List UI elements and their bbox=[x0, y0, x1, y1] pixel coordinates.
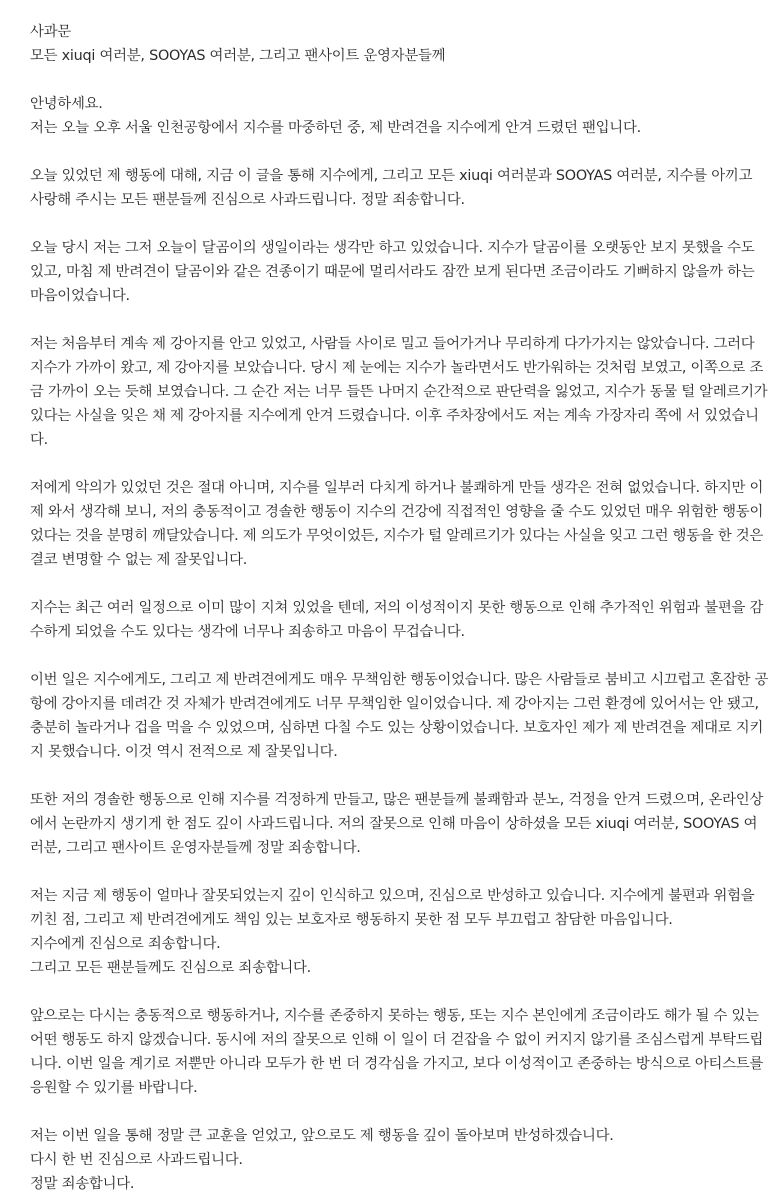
paragraph-line: 러분, 그리고 팬사이트 운영자분들께 정말 죄송합니다. bbox=[30, 840, 361, 856]
paragraph-line: 지 못했습니다. 이것 역시 전적으로 제 잘못입니다. bbox=[30, 744, 338, 760]
paragraph-line: 항에 강아지를 데려간 것 자체가 반려견에게도 너무 무책임한 일이었습니다. 제 강아지는 그런 환경에 있어서는 안 됐고, bbox=[30, 696, 759, 712]
paragraph-line: 정말 죄송합니다. bbox=[30, 1176, 135, 1192]
paragraph bbox=[30, 332, 768, 452]
paragraph-line: 저는 이번 일을 통해 정말 큰 교훈을 얻었고, 앞으로도 제 행동을 깊이 돌아보며 반성하겠습니다. bbox=[30, 1128, 614, 1144]
paragraph-line: 다시 한 번 진심으로 사과드립니다. bbox=[30, 1152, 243, 1168]
paragraph-line: 마음이었습니다. bbox=[30, 288, 130, 304]
paragraph-line: 이번 일은 지수에게도, 그리고 제 반려견에게도 매우 무책임한 행동이었습니다. 많은 사람들로 붐비고 시끄럽고 혼잡한 공 bbox=[30, 672, 769, 688]
paragraph bbox=[30, 1124, 764, 1196]
paragraph-line: 오늘 있었던 제 행동에 대해, 지금 이 글을 통해 지수에게, 그리고 모든 xiuqi 여러분과 SOOYAS 여러분, 지수를 아끼고 bbox=[30, 168, 753, 184]
paragraph-line: 지수가 가까이 왔고, 제 강아지를 보았습니다. 당시 제 눈에는 지수가 놀라면서도 반가워하는 것처럼 보였고, 이쪽으로 조 bbox=[30, 360, 764, 376]
paragraph-line: 수하게 되었을 수도 있다는 생각에 너무나 죄송하고 마음이 무겁습니다. bbox=[30, 624, 465, 640]
paragraph-line: 지수는 최근 여러 일정으로 이미 많이 지쳐 있었을 텐데, 저의 이성적이지 못한 행동으로 인해 추가적인 위험과 불편을 감 bbox=[30, 600, 764, 616]
paragraph-line: 또한 저의 경솔한 행동으로 인해 지수를 걱정하게 만들고, 많은 팬분들께 불쾌함과 분노, 걱정을 안겨 드렸으며, 온라인상 bbox=[30, 792, 764, 808]
document-title: 사과문 bbox=[30, 24, 71, 40]
paragraph-line: 제 와서 생각해 보니, 저의 충동적이고 경솔한 행동이 지수의 건강에 직접적인 영향을 줄 수도 있었던 매우 위험한 행동이 bbox=[30, 504, 764, 520]
paragraph-line: 오늘 당시 저는 그저 오늘이 달곰이의 생일이라는 생각만 하고 있었습니다. 지수가 달곰이를 오랫동안 보지 못했을 수도 bbox=[30, 240, 755, 256]
paragraph-line: 금 가까이 오는 듯해 보였습니다. 그 순간 저는 너무 들뜬 나머지 순간적으로 판단력을 잃었고, 지수가 동물 털 알레르기가 bbox=[30, 384, 768, 400]
paragraph bbox=[30, 788, 764, 860]
paragraph-line: 끼친 점, 그리고 제 반려견에게도 책임 있는 보호자로 행동하지 못한 점 모두 부끄럽고 참담한 마음입니다. bbox=[30, 912, 673, 928]
paragraph-line: 지수에게 진심으로 죄송합니다. bbox=[30, 936, 221, 952]
body-paragraphs bbox=[30, 92, 769, 1196]
paragraph-line: 저에게 악의가 있었던 것은 절대 아니며, 지수를 일부러 다치게 하거나 불쾌하게 만들 생각은 전혀 없었습니다. 하지만 이 bbox=[30, 480, 764, 496]
paragraph-line: 다. bbox=[30, 432, 48, 448]
paragraph-line: 있고, 마침 제 반려견이 달곰이와 같은 견종이기 때문에 멀리서라도 잠깐 보게 된다면 조금이라도 기뻐하지 않을까 하는 bbox=[30, 264, 755, 280]
paragraph-line: 저는 처음부터 계속 제 강아지를 안고 있었고, 사람들 사이로 밀고 들어가거나 무리하게 다가가지는 않았습니다. 그러다 bbox=[30, 336, 755, 352]
paragraph-line: 있다는 사실을 잊은 채 제 강아지를 지수에게 안겨 드렸습니다. 이후 주차장에서도 저는 계속 가장자리 쪽에 서 있었습니 bbox=[30, 408, 759, 424]
paragraph-line: 충분히 놀라거나 겁을 먹을 수 있었으며, 심하면 다칠 수도 있는 상황이었습니다. 보호자인 제가 제 반려견을 제대로 지키 bbox=[30, 720, 764, 736]
paragraph bbox=[30, 596, 764, 644]
paragraph-line: 어떤 행동도 하지 않겠습니다. 동시에 저의 잘못으로 인해 이 일이 더 걷잡을 수 없이 커지지 않기를 조심스럽게 부탁드립 bbox=[30, 1032, 764, 1048]
paragraph-line: 그리고 모든 팬분들께도 진심으로 죄송합니다. bbox=[30, 960, 311, 976]
header-block bbox=[30, 20, 764, 68]
paragraph bbox=[30, 884, 764, 980]
paragraph-line: 니다. 이번 일을 계기로 저뿐만 아니라 모두가 한 번 더 경각심을 가지고, 보다 이성적이고 존중하는 방식으로 아티스트를 bbox=[30, 1056, 764, 1072]
paragraph-line: 앞으로는 다시는 충동적으로 행동하거나, 지수를 존중하지 못하는 행동, 또는 지수 본인에게 조금이라도 해가 될 수 있는 bbox=[30, 1008, 759, 1024]
paragraph bbox=[30, 476, 764, 572]
paragraph-line: 안녕하세요. bbox=[30, 96, 103, 112]
paragraph-line: 사랑해 주시는 모든 팬분들께 진심으로 사과드립니다. 정말 죄송합니다. bbox=[30, 192, 465, 208]
paragraph bbox=[30, 668, 769, 764]
paragraph-line: 저는 오늘 오후 서울 인천공항에서 지수를 마중하던 중, 제 반려견을 지수에게 안겨 드렸던 팬입니다. bbox=[30, 120, 641, 136]
paragraph bbox=[30, 92, 764, 140]
paragraph-line: 에서 논란까지 생기게 한 점도 깊이 사과드립니다. 저의 잘못으로 인해 마음이 상하셨을 모든 xiuqi 여러분, SOOYAS 여 bbox=[30, 816, 758, 832]
paragraph-line: 응원할 수 있기를 바랍니다. bbox=[30, 1080, 198, 1096]
paragraph bbox=[30, 1004, 764, 1100]
paragraph-line: 었다는 것을 분명히 깨달았습니다. 제 의도가 무엇이었든, 지수가 털 알레르기가 있다는 사실을 잊고 그런 행동을 한 것은 bbox=[30, 528, 764, 544]
paragraph bbox=[30, 236, 764, 308]
addressee-line: 모든 xiuqi 여러분, SOOYAS 여러분, 그리고 팬사이트 운영자분들께 bbox=[30, 48, 446, 64]
paragraph-line: 저는 지금 제 행동이 얼마나 잘못되었는지 깊이 인식하고 있으며, 진심으로 반성하고 있습니다. 지수에게 불편과 위험을 bbox=[30, 888, 755, 904]
paragraph bbox=[30, 164, 764, 212]
paragraph-line: 결코 변명할 수 없는 제 잘못입니다. bbox=[30, 552, 248, 568]
